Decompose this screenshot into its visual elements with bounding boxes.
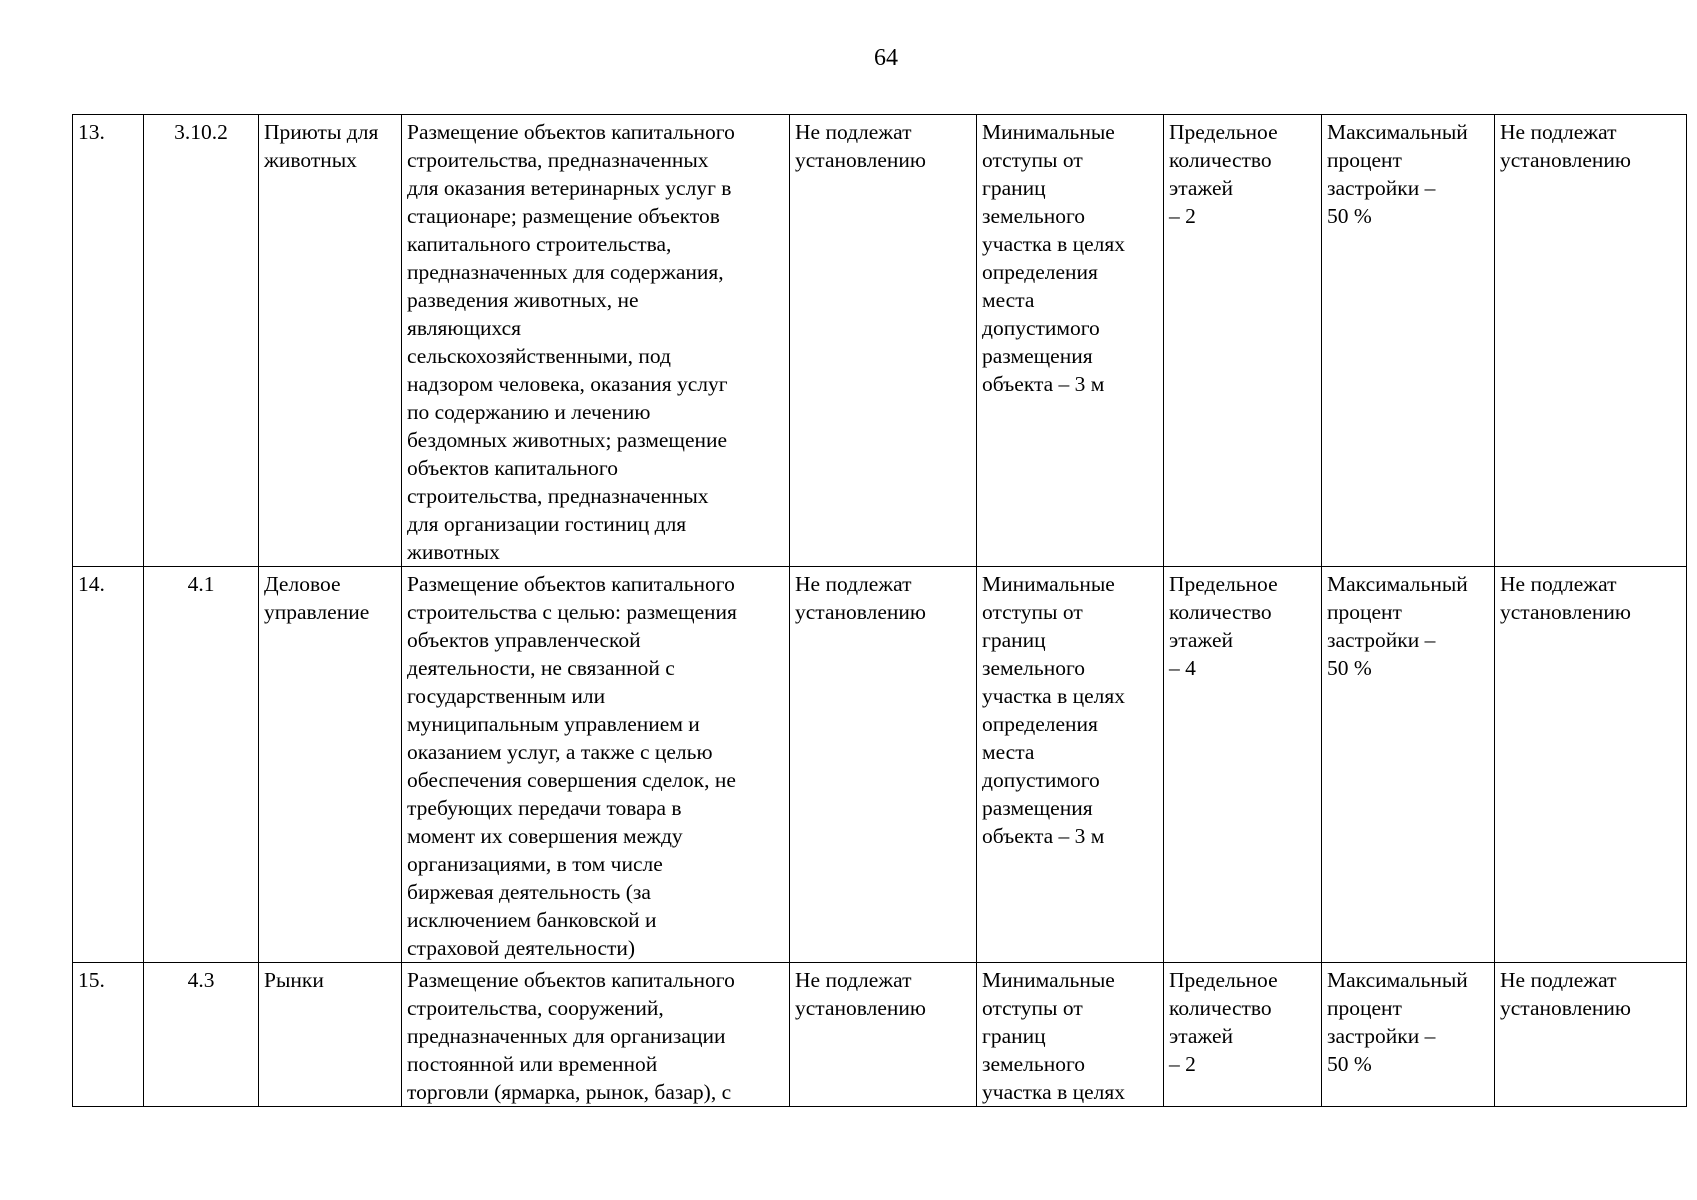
text-line: Максимальный: [1327, 572, 1468, 596]
cell-use-description: [402, 567, 790, 963]
text-line: Не подлежат: [795, 120, 912, 144]
text-line: капитального строительства,: [407, 232, 672, 256]
table-row: [73, 115, 1687, 567]
text-line: торговли (ярмарка, рынок, базар), с: [407, 1080, 732, 1104]
text-line: предназначенных для организации: [407, 1024, 726, 1048]
text-line: деятельности, не связанной с: [407, 656, 675, 680]
text-line: бездомных животных; размещение: [407, 428, 728, 452]
text-line: Не подлежат: [1500, 572, 1617, 596]
text-line: застройки –: [1327, 1024, 1436, 1048]
text-line: застройки –: [1327, 628, 1436, 652]
text-line: отступы от: [982, 148, 1083, 172]
text-line: Предельное: [1169, 572, 1278, 596]
text-line: процент: [1327, 996, 1402, 1020]
text-line: государственным или: [407, 684, 606, 708]
text-line: – 4: [1169, 656, 1196, 680]
text-line: объектов управленческой: [407, 628, 641, 652]
cell-setbacks: [977, 567, 1164, 963]
cell-use-type-name: [259, 963, 402, 1107]
text-line: Не подлежат: [795, 572, 912, 596]
text-line: установлению: [795, 996, 926, 1020]
cell-use-type-name: [259, 115, 402, 567]
text-line: Не подлежат: [1500, 968, 1617, 992]
text-line: этажей: [1169, 176, 1234, 200]
text-line: Предельное: [1169, 968, 1278, 992]
cell-use-description: [402, 115, 790, 567]
text-line: установлению: [1500, 996, 1631, 1020]
cell-setbacks: [977, 115, 1164, 567]
cell-plot-size: [790, 115, 977, 567]
text-line: места: [982, 740, 1035, 764]
text-line: отступы от: [982, 996, 1083, 1020]
cell-coverage-percent: [1322, 963, 1495, 1107]
text-line: строительства, предназначенных: [407, 484, 709, 508]
cell-plot-size: [790, 567, 977, 963]
text-line: 50 %: [1327, 1052, 1372, 1076]
cell-classifier-code: 3.10.2: [144, 115, 259, 567]
text-line: установлению: [1500, 148, 1631, 172]
cell-other-params: [1495, 567, 1687, 963]
text-line: Максимальный: [1327, 120, 1468, 144]
text-line: надзором человека, оказания услуг: [407, 372, 728, 396]
text-line: – 2: [1169, 1052, 1196, 1076]
text-line: установлению: [1500, 600, 1631, 624]
table-row: [73, 963, 1687, 1107]
cell-row-number: 13.: [73, 115, 144, 567]
text-line: требующих передачи товара в: [407, 796, 682, 820]
text-line: для оказания ветеринарных услуг в: [407, 176, 732, 200]
text-line: по содержанию и лечению: [407, 400, 651, 424]
text-line: обеспечения совершения сделок, не: [407, 768, 736, 792]
text-line: процент: [1327, 148, 1402, 172]
cell-plot-size: [790, 963, 977, 1107]
cell-floors-limit: [1164, 115, 1322, 567]
text-line: земельного: [982, 656, 1086, 680]
cell-setbacks: [977, 963, 1164, 1107]
text-line: размещения: [982, 796, 1093, 820]
page-number: 64: [874, 45, 898, 71]
text-line: исключением банковской и: [407, 908, 657, 932]
text-line: этажей: [1169, 1024, 1234, 1048]
text-line: страховой деятельности): [407, 936, 636, 960]
text-line: Минимальные: [982, 968, 1115, 992]
text-line: размещения: [982, 344, 1093, 368]
text-line: этажей: [1169, 628, 1234, 652]
text-line: оказанием услуг, а также с целью: [407, 740, 713, 764]
text-line: организациями, в том числе: [407, 852, 663, 876]
text-line: – 2: [1169, 204, 1196, 228]
text-line: Не подлежат: [1500, 120, 1617, 144]
text-line: Минимальные: [982, 120, 1115, 144]
text-line: границ: [982, 628, 1046, 652]
cell-floors-limit: [1164, 963, 1322, 1107]
text-line: границ: [982, 176, 1046, 200]
text-line: биржевая деятельность (за: [407, 880, 651, 904]
cell-classifier-code: 4.3: [144, 963, 259, 1107]
cell-other-params: [1495, 115, 1687, 567]
text-line: Максимальный: [1327, 968, 1468, 992]
table-body: [73, 115, 1687, 1107]
text-line: момент их совершения между: [407, 824, 683, 848]
text-line: установлению: [795, 148, 926, 172]
text-line: сельскохозяйственными, под: [407, 344, 671, 368]
text-line: земельного: [982, 1052, 1086, 1076]
cell-use-description: [402, 963, 790, 1107]
text-line: количество: [1169, 600, 1272, 624]
text-line: отступы от: [982, 600, 1083, 624]
text-line: границ: [982, 1024, 1046, 1048]
text-line: 50 %: [1327, 204, 1372, 228]
cell-floors-limit: [1164, 567, 1322, 963]
text-line: Размещение объектов капитального: [407, 572, 735, 596]
text-line: допустимого: [982, 316, 1100, 340]
text-line: Рынки: [264, 968, 324, 992]
text-line: процент: [1327, 600, 1402, 624]
cell-row-number: 15.: [73, 963, 144, 1107]
cell-classifier-code: 4.1: [144, 567, 259, 963]
text-line: участка в целях: [982, 1080, 1126, 1104]
text-line: места: [982, 288, 1035, 312]
text-line: Размещение объектов капитального: [407, 120, 735, 144]
table-row: [73, 567, 1687, 963]
text-line: Предельное: [1169, 120, 1278, 144]
text-line: Деловое: [264, 572, 341, 596]
text-line: количество: [1169, 996, 1272, 1020]
text-line: являющихся: [407, 316, 522, 340]
text-line: Размещение объектов капитального: [407, 968, 735, 992]
text-line: Не подлежат: [795, 968, 912, 992]
text-line: 50 %: [1327, 656, 1372, 680]
text-line: участка в целях: [982, 684, 1126, 708]
text-line: строительства, предназначенных: [407, 148, 709, 172]
text-line: земельного: [982, 204, 1086, 228]
text-line: Минимальные: [982, 572, 1115, 596]
text-line: управление: [264, 600, 370, 624]
text-line: определения: [982, 712, 1098, 736]
text-line: постоянной или временной: [407, 1052, 658, 1076]
text-line: разведения животных, не: [407, 288, 639, 312]
text-line: стационаре; размещение объектов: [407, 204, 720, 228]
text-line: предназначенных для содержания,: [407, 260, 724, 284]
text-line: участка в целях: [982, 232, 1126, 256]
cell-other-params: [1495, 963, 1687, 1107]
cell-coverage-percent: [1322, 115, 1495, 567]
text-line: определения: [982, 260, 1098, 284]
text-line: для организации гостиниц для: [407, 512, 687, 536]
cell-coverage-percent: [1322, 567, 1495, 963]
text-line: Приюты для: [264, 120, 379, 144]
cell-use-type-name: [259, 567, 402, 963]
zoning-regulations-table: [72, 114, 1687, 1107]
text-line: строительства с целью: размещения: [407, 600, 737, 624]
text-line: объекта – 3 м: [982, 372, 1105, 396]
text-line: допустимого: [982, 768, 1100, 792]
text-line: муниципальным управлением и: [407, 712, 700, 736]
text-line: объектов капитального: [407, 456, 618, 480]
text-line: количество: [1169, 148, 1272, 172]
text-line: установлению: [795, 600, 926, 624]
text-line: животных: [407, 540, 500, 564]
cell-row-number: 14.: [73, 567, 144, 963]
text-line: застройки –: [1327, 176, 1436, 200]
text-line: животных: [264, 148, 357, 172]
text-line: строительства, сооружений,: [407, 996, 664, 1020]
text-line: объекта – 3 м: [982, 824, 1105, 848]
